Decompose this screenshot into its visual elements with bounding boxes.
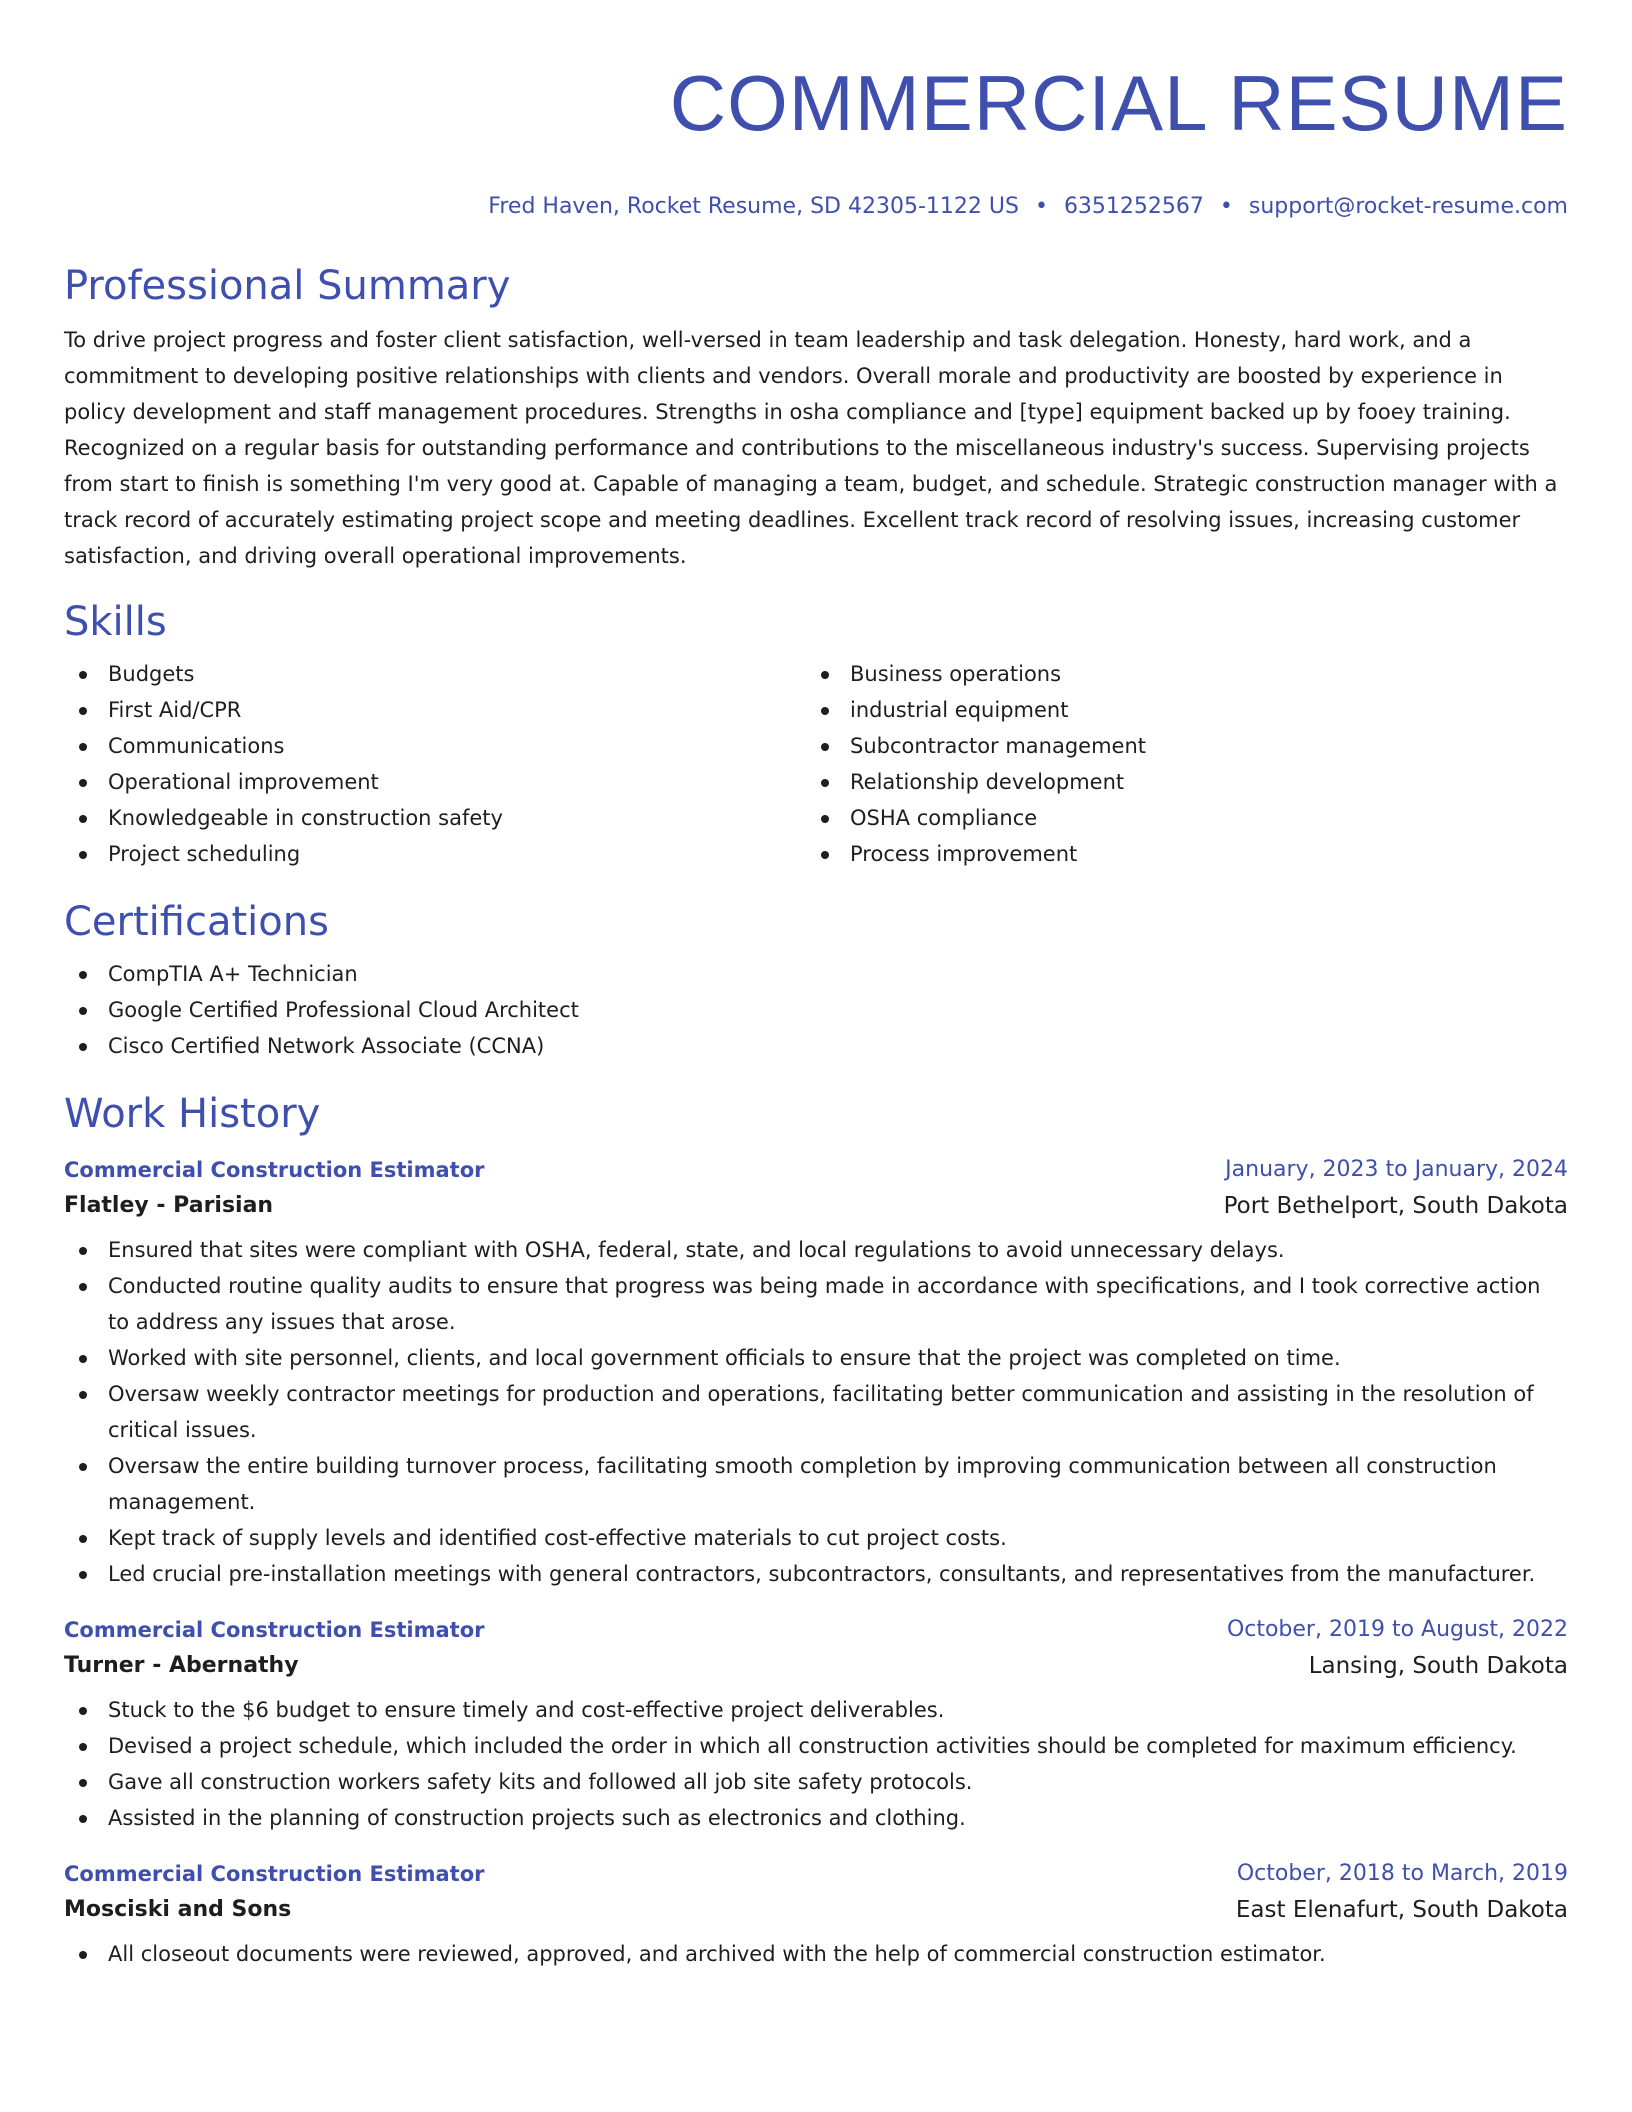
job-location: Port Bethelport, South Dakota [1223,1193,1568,1219]
skill-item [64,764,806,800]
job-duty-text: Oversaw the entire building turnover process, facilitating smooth completion by improving communication between all construction management. [108,1454,1497,1514]
job-duty-text: Stuck to the $6 budget to ensure timely and cost-effective project deliverables. [108,1698,945,1722]
job-duties-list [64,1936,1568,1972]
job-duty-text: Ensured that sites were compliant with OSHA, federal, state, and local regulations to avoid unnecessary delays. [108,1238,1285,1262]
job-entry [64,1612,1568,1836]
job-duty [64,1728,1568,1764]
job-dates: October, 2018 to March, 2019 [1236,1861,1568,1886]
certification-item-text: CompTIA A+ Technician [108,962,358,986]
skill-item-text: Project scheduling [108,842,301,866]
job-duty [64,1520,1568,1556]
bullet-icon [821,707,829,715]
skills-heading: Skills [64,599,167,645]
job-location: Lansing, South Dakota [1308,1653,1568,1679]
skill-item-text: Budgets [108,662,195,686]
work-history-section [64,1088,1568,1972]
job-duty [64,1800,1568,1836]
skills-section [64,596,1568,872]
skills-list [806,656,1548,872]
bullet-icon [79,743,87,751]
job-duty-text: Kept track of supply levels and identified cost-effective materials to cut project costs. [108,1526,1007,1550]
certification-item-text: Cisco Certified Network Associate (CCNA) [108,1034,545,1058]
bullet-icon [79,1391,87,1399]
bullet-icon [79,851,87,859]
bullet-icon [79,1247,87,1255]
skills-list [64,656,806,872]
certification-item [64,992,1568,1028]
certifications-heading: Certifications [64,899,329,945]
summary-text: To drive project progress and foster client satisfaction, well-versed in team leadership and task delegation. Honesty, hard work, and a commitment to developing positive relationships with clients and vendors. Overall morale and productivity are boosted by experience in policy development and staff management procedures. Strengths in osha compliance and [type] equipment backed up by fooey training. Recognized on a regular basis for outstanding performance and contributions to the miscellaneous industry's success. Supervising projects from start to finish is something I'm very good at. Capable of managing a team, budget, and schedule. Strategic construction manager with a track record of accurately estimating project scope and meeting deadlines. Excellent track record of resolving issues, increasing customer satisfaction, and driving overall operational improvements. [64,328,1558,568]
job-duty-text: Conducted routine quality audits to ensure that progress was being made in accordance with specifications, and I took corrective action to address any issues that arose. [108,1274,1541,1334]
job-duty [64,1376,1568,1448]
skills-columns [64,656,1568,872]
bullet-icon [79,1743,87,1751]
contact-separator: • [1219,194,1233,219]
job-title: Commercial Construction Estimator [64,1158,485,1182]
resume-title: COMMERCIAL RESUME [669,59,1568,147]
skill-item [64,656,806,692]
contact-address: Fred Haven, Rocket Resume, SD 42305-1122 US [488,194,1019,219]
certifications-list [64,956,1568,1064]
skill-item-text: First Aid/CPR [108,698,242,722]
job-company: Turner - Abernathy [64,1653,299,1678]
skill-item [64,800,806,836]
bullet-icon [79,1571,87,1579]
bullet-icon [821,851,829,859]
skill-item [64,692,806,728]
skill-item-text: Knowledgeable in construction safety [108,806,503,830]
bullet-icon [821,815,829,823]
skill-item-text: Subcontractor management [850,734,1147,758]
bullet-icon [79,671,87,679]
job-duties-list [64,1232,1568,1592]
resume-header [64,0,1568,222]
job-duty [64,1764,1568,1800]
bullet-icon [79,1283,87,1291]
skill-item [806,656,1548,692]
certifications-section [64,896,1568,1064]
skill-item [806,692,1548,728]
job-duty-text: Assisted in the planning of construction projects such as electronics and clothing. [108,1806,966,1830]
job-duty [64,1232,1568,1268]
job-duty [64,1936,1568,1972]
job-duty [64,1556,1568,1592]
skills-left-column [64,656,806,872]
summary-section [64,260,1568,574]
certification-item [64,1028,1568,1064]
job-dates: January, 2023 to January, 2024 [1225,1157,1568,1182]
bullet-icon [79,1951,87,1959]
bullet-icon [79,815,87,823]
bullet-icon [79,1707,87,1715]
summary-heading: Professional Summary [64,263,511,309]
job-company: Flatley - Parisian [64,1193,274,1218]
bullet-icon [821,779,829,787]
certification-item [64,956,1568,992]
job-duty [64,1448,1568,1520]
skill-item [806,800,1548,836]
bullet-icon [821,743,829,751]
skill-item-text: OSHA compliance [850,806,1038,830]
contact-phone: 6351252567 [1063,194,1204,219]
bullet-icon [79,1355,87,1363]
bullet-icon [79,1535,87,1543]
job-duty-text: Devised a project schedule, which included the order in which all construction activities should be completed for maximum efficiency. [108,1734,1517,1758]
bullet-icon [79,1007,87,1015]
skill-item-text: industrial equipment [850,698,1069,722]
skill-item-text: Process improvement [850,842,1078,866]
job-duty-text: Worked with site personnel, clients, and local government officials to ensure that the project was completed on time. [108,1346,1341,1370]
certification-item-text: Google Certified Professional Cloud Architect [108,998,579,1022]
job-company: Mosciski and Sons [64,1897,292,1922]
bullet-icon [79,1779,87,1787]
job-duty-text: Gave all construction workers safety kits and followed all job site safety protocols. [108,1770,973,1794]
skill-item [806,764,1548,800]
bullet-icon [79,1815,87,1823]
job-duty [64,1692,1568,1728]
job-entry [64,1152,1568,1592]
skills-right-column [806,656,1548,872]
skill-item-text: Operational improvement [108,770,379,794]
skill-item-text: Relationship development [850,770,1125,794]
job-duty-text: All closeout documents were reviewed, approved, and archived with the help of commercial construction estimator. [108,1942,1326,1966]
job-location: East Elenafurt, South Dakota [1235,1897,1568,1923]
bullet-icon [79,779,87,787]
job-title: Commercial Construction Estimator [64,1862,485,1886]
skill-item [64,728,806,764]
bullet-icon [79,707,87,715]
job-duty [64,1340,1568,1376]
bullet-icon [79,1463,87,1471]
work-history-heading: Work History [64,1091,321,1137]
job-duty-text: Oversaw weekly contractor meetings for production and operations, facilitating better communication and assisting in the resolution of critical issues. [108,1382,1534,1442]
job-duty-text: Led crucial pre-installation meetings with general contractors, subcontractors, consultants, and representatives from the manufacturer. [108,1562,1536,1586]
skill-item [806,728,1548,764]
contact-email: support@rocket-resume.com [1248,194,1568,219]
job-entry [64,1856,1568,1972]
job-duties-list [64,1692,1568,1836]
bullet-icon [79,971,87,979]
skill-item [806,836,1548,872]
bullet-icon [821,671,829,679]
job-title: Commercial Construction Estimator [64,1618,485,1642]
skill-item [64,836,806,872]
skill-item-text: Communications [108,734,285,758]
contact-line [64,192,1568,222]
job-duty [64,1268,1568,1340]
contact-separator: • [1034,194,1048,219]
skill-item-text: Business operations [850,662,1062,686]
bullet-icon [79,1043,87,1051]
job-dates: October, 2019 to August, 2022 [1226,1617,1568,1642]
